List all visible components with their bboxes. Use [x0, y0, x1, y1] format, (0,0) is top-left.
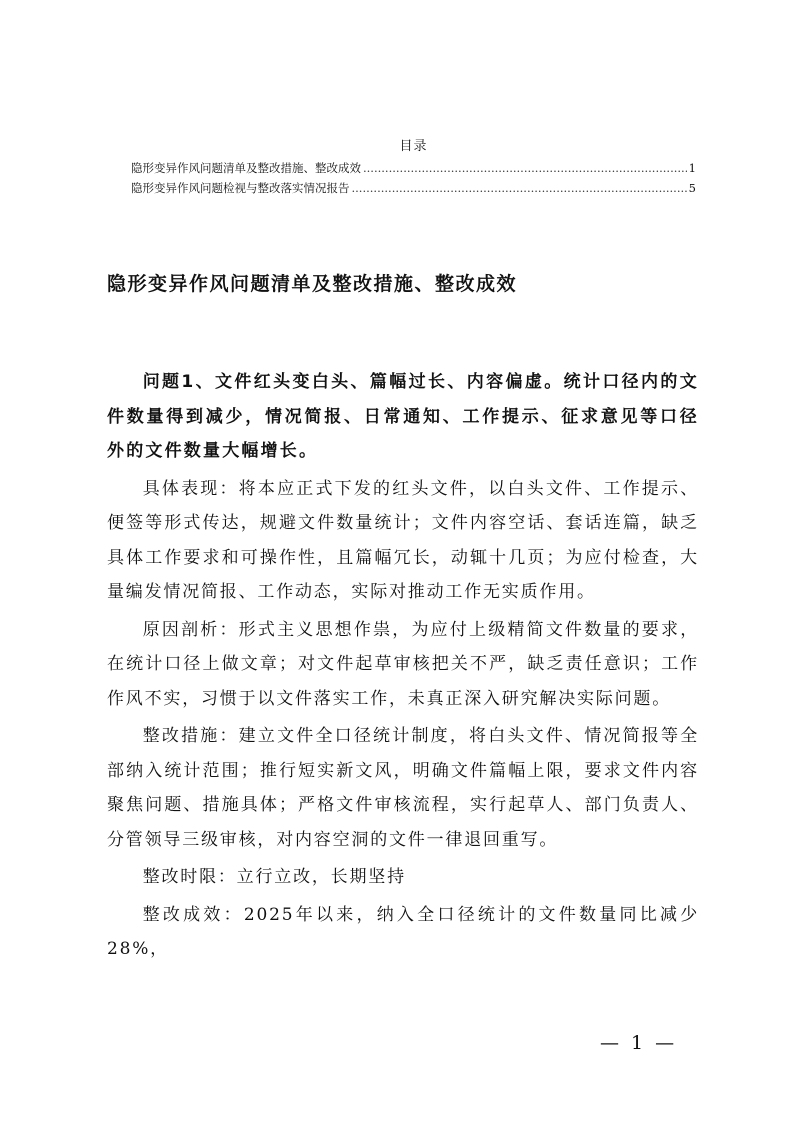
- page-number: — 1 —: [600, 1032, 678, 1054]
- toc-title: 目录: [399, 139, 428, 154]
- cause-analysis-paragraph: 原因剖析：形式主义思想作祟，为应付上级精简文件数量的要求，在统计口径上做文章；对文件起草审核把关不严，缺乏责任意识；工作作风不实，习惯于以文件落实工作，未真正深入研究解决实际问题。: [107, 619, 699, 709]
- specific-manifestation-paragraph: 具体表现：将本应正式下发的红头文件，以白头文件、工作提示、便签等形式传达，规避文件数量统计；文件内容空话、套话连篇，缺乏具体工作要求和可操作性，且篇幅冗长，动辄十几页；为应付检查，大量编发情况简报、工作动态，实际对推动工作无实质作用。: [107, 478, 699, 602]
- toc-entry[interactable]: [131, 158, 696, 178]
- table-of-contents: [131, 138, 696, 198]
- toc-entry-page: 1: [688, 161, 696, 175]
- document-body: [107, 365, 699, 970]
- rectification-results-paragraph: 整改成效：2025年以来，纳入全口径统计的文件数量同比减少28%，: [107, 904, 699, 959]
- rectification-measures-paragraph: 整改措施：建立文件全口径统计制度，将白头文件、情况简报等全部纳入统计范围；推行短实新文风，明确文件篇幅上限，要求文件内容聚焦问题、措施具体；严格文件审核流程，实行起草人、部门负责人、分管领导三级审核，对内容空洞的文件一律退回重写。: [107, 726, 699, 850]
- problem-statement: 问题1、文件红头变白头、篇幅过长、内容偏虚。统计口径内的文件数量得到减少，情况简报、日常通知、工作提示、征求意见等口径外的文件数量大幅增长。: [107, 372, 699, 461]
- rectification-deadline-paragraph: 整改时限：立行立改，长期坚持: [142, 867, 406, 887]
- toc-entry-page: 5: [688, 181, 696, 195]
- toc-entry-label: 隐形变异作风问题清单及整改措施、整改成效: [131, 161, 361, 175]
- toc-entry[interactable]: [131, 178, 696, 198]
- toc-entry-label: 隐形变异作风问题检视与整改落实情况报告: [131, 181, 350, 195]
- toc-leader-dots: [352, 178, 687, 198]
- toc-leader-dots: [363, 158, 687, 178]
- document-heading: 隐形变异作风问题清单及整改措施、整改成效: [107, 273, 518, 295]
